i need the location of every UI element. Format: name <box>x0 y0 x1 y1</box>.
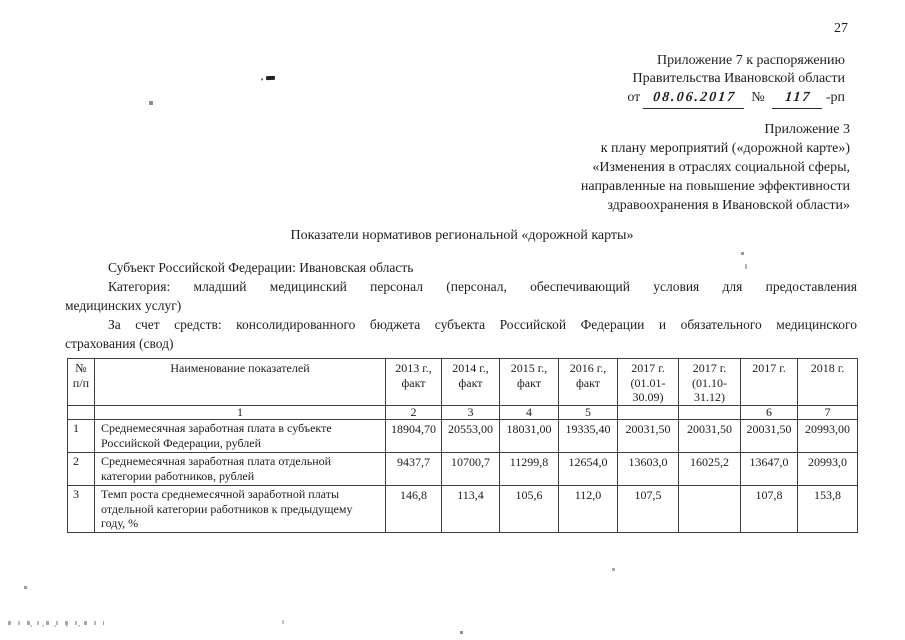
value-cell: 20993,00 <box>798 420 858 453</box>
column-header-num: № п/п <box>68 359 95 406</box>
column-header-name: Наименование показателей <box>95 359 386 406</box>
column-index-cell: 2 <box>386 406 442 420</box>
value-cell: 18904,70 <box>386 420 442 453</box>
value-cell: 19335,40 <box>559 420 618 453</box>
scan-artifact <box>24 586 27 589</box>
column-index-cell: 1 <box>95 406 386 420</box>
paragraph-category-line1: Категория: младший медицинский персонал (персонал, обеспечивающий условия для предоставления <box>108 279 857 294</box>
column-header-2017b: 2017 г. (01.10-31.12) <box>679 359 741 406</box>
table-row <box>68 453 858 486</box>
column-header-2014: 2014 г., факт <box>442 359 500 406</box>
scan-artifact <box>612 568 615 571</box>
scan-artifact <box>8 621 104 625</box>
indicator-name-cell: Темп роста среднемесячной заработной платы отдельной категории работников к предыдущему году, % <box>95 486 386 533</box>
handwritten-number: 117 <box>772 89 824 109</box>
scan-artifact <box>460 631 463 634</box>
page-number: 27 <box>834 21 848 36</box>
column-header-2017a: 2017 г. (01.01-30.09) <box>618 359 679 406</box>
column-index-cell <box>68 406 95 420</box>
value-cell: 18031,00 <box>500 420 559 453</box>
value-cell: 10700,7 <box>442 453 500 486</box>
value-cell: 20031,50 <box>618 420 679 453</box>
appendix3-line: к плану мероприятий («дорожной карте») <box>600 141 850 156</box>
column-index-cell: 5 <box>559 406 618 420</box>
value-cell <box>679 486 741 533</box>
appendix3-line: здравоохранения в Ивановской области» <box>607 198 850 213</box>
column-index-cell: 6 <box>741 406 798 420</box>
scan-artifact <box>30 625 80 627</box>
column-header-2018: 2018 г. <box>798 359 858 406</box>
row-number-cell: 1 <box>68 420 95 453</box>
value-cell: 20553,00 <box>442 420 500 453</box>
column-header-2017: 2017 г. <box>741 359 798 406</box>
appendix3-block <box>581 120 850 215</box>
appendix7-block <box>627 52 845 109</box>
value-cell: 112,0 <box>559 486 618 533</box>
scan-artifact <box>149 101 153 105</box>
paragraph-funds-line2: страхования (свод) <box>65 336 174 351</box>
value-cell: 13603,0 <box>618 453 679 486</box>
value-cell: 20031,50 <box>679 420 741 453</box>
column-index-cell: 3 <box>442 406 500 420</box>
column-header-2016: 2016 г., факт <box>559 359 618 406</box>
column-header-2015: 2015 г., факт <box>500 359 559 406</box>
table-row <box>68 486 858 533</box>
appendix7-line2: Правительства Ивановской области <box>632 71 845 86</box>
table-row <box>68 420 858 453</box>
value-cell: 105,6 <box>500 486 559 533</box>
value-cell: 107,5 <box>618 486 679 533</box>
column-index-cell: 7 <box>798 406 858 420</box>
value-cell: 20993,0 <box>798 453 858 486</box>
intro-paragraphs <box>65 249 857 353</box>
value-cell: 107,8 <box>741 486 798 533</box>
column-header-2013: 2013 г., факт <box>386 359 442 406</box>
paragraph-subject: Субъект Российской Федерации: Ивановская область <box>108 260 414 275</box>
value-cell: 146,8 <box>386 486 442 533</box>
value-cell: 113,4 <box>442 486 500 533</box>
date-from-label: от <box>627 90 641 105</box>
column-index-cell <box>679 406 741 420</box>
appendix7-line1: Приложение 7 к распоряжению <box>657 53 845 68</box>
appendix3-line: Приложение 3 <box>764 122 850 137</box>
value-cell: 16025,2 <box>679 453 741 486</box>
column-index-cell: 4 <box>500 406 559 420</box>
row-number-cell: 3 <box>68 486 95 533</box>
value-cell: 13647,0 <box>741 453 798 486</box>
handwritten-date: 08.06.2017 <box>643 89 746 109</box>
scan-artifact <box>266 76 275 80</box>
indicator-name-cell: Среднемесячная заработная плата в субъекте Российской Федерации, рублей <box>95 420 386 453</box>
value-cell: 20031,50 <box>741 420 798 453</box>
page-title: Показатели нормативов региональной «дорожной карты» <box>290 228 634 243</box>
value-cell: 153,8 <box>798 486 858 533</box>
column-index-cell <box>618 406 679 420</box>
paragraph-category-line2: медицинских услуг) <box>65 298 182 313</box>
decree-suffix: -рп <box>825 90 845 105</box>
value-cell: 11299,8 <box>500 453 559 486</box>
number-sign-label: № <box>751 90 765 105</box>
appendix3-line: направленные на повышение эффективности <box>580 179 850 194</box>
indicator-name-cell: Среднемесячная заработная плата отдельной категории работников, рублей <box>95 453 386 486</box>
paragraph-funds-line1: За счет средств: консолидированного бюджета субъекта Российской Федерации и обязательного медицинского <box>108 317 857 332</box>
column-index-row <box>68 406 858 420</box>
value-cell: 9437,7 <box>386 453 442 486</box>
value-cell: 12654,0 <box>559 453 618 486</box>
scan-artifact <box>282 620 284 624</box>
appendix3-line: «Изменения в отраслях социальной сферы, <box>592 160 850 175</box>
decree-date-line <box>627 89 845 109</box>
row-number-cell: 2 <box>68 453 95 486</box>
table-header-row <box>68 359 858 406</box>
indicators-table <box>67 358 858 533</box>
